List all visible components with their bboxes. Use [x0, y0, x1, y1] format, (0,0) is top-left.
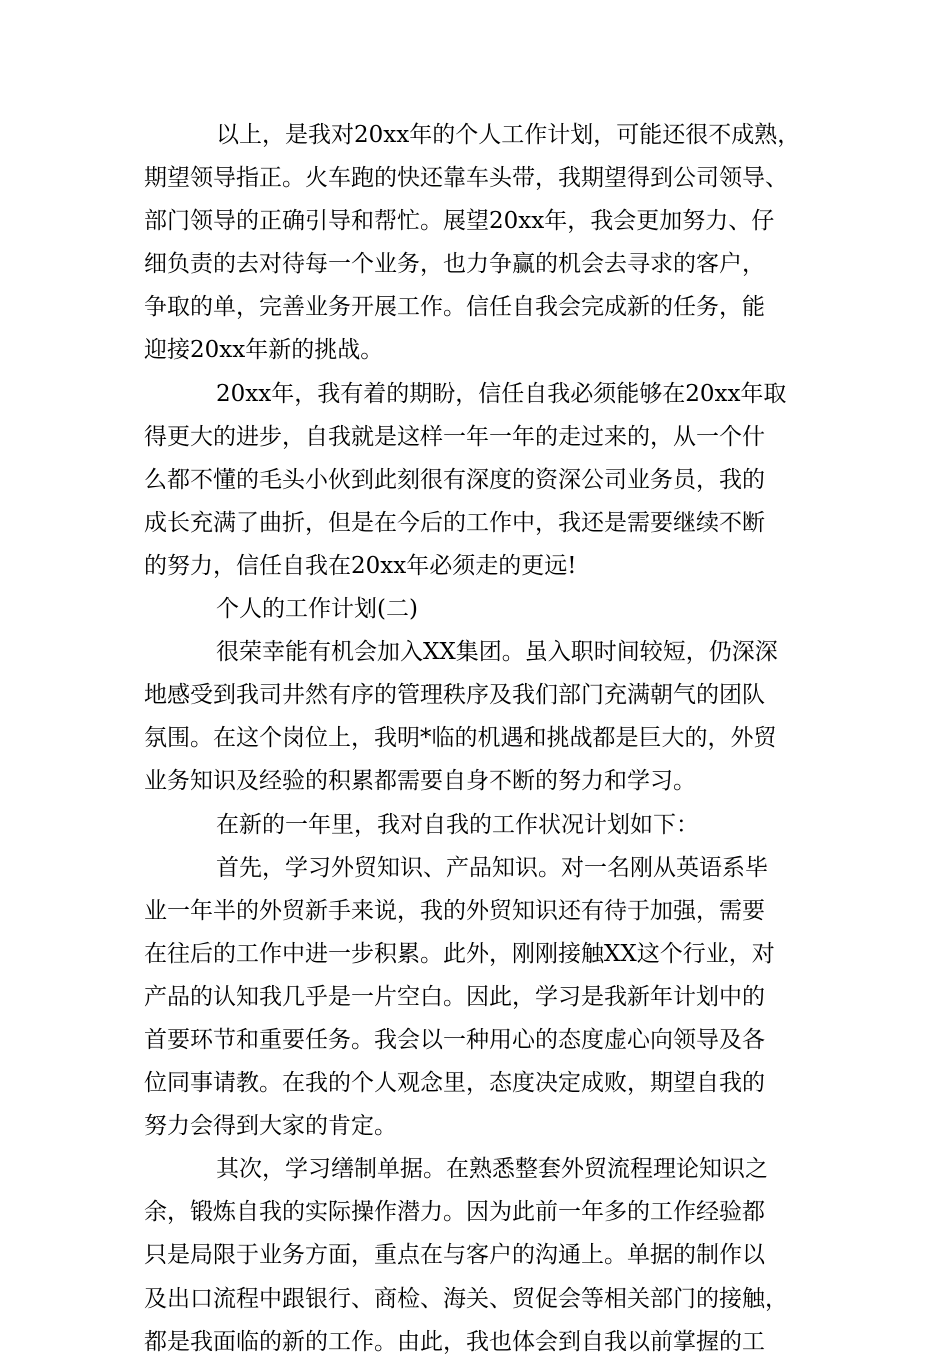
text-line: 产品的认知我几乎是一片空白。因此，学习是我新年计划中的 — [144, 983, 765, 1010]
text-line: 首先，学习外贸知识、产品知识。对一名刚从英语系毕 — [216, 854, 768, 881]
text-line: 在往后的工作中进一步积累。此外，刚刚接触XX这个行业，对 — [144, 940, 775, 967]
text-line: 只是局限于业务方面，重点在与客户的沟通上。单据的制作以 — [144, 1242, 765, 1269]
text-line: 氛围。在这个岗位上，我明*临的机遇和挑战都是巨大的，外贸 — [144, 725, 777, 752]
text-line: 以上，是我对20xx年的个人工作计划，可能还很不成熟， — [216, 122, 801, 148]
text-line: 其次，学习缮制单据。在熟悉整套外贸流程理论知识之 — [216, 1156, 768, 1183]
text-line: 地感受到我司井然有序的管理秩序及我们部门充满朝气的团队 — [144, 682, 765, 709]
text-line: 业一年半的外贸新手来说，我的外贸知识还有待于加强，需要 — [144, 897, 765, 924]
text-line: 及出口流程中跟银行、商检、海关、贸促会等相关部门的接触， — [144, 1285, 788, 1312]
text-line: 业务知识及经验的积累都需要自身不断的努力和学习。 — [144, 768, 696, 795]
text-line: 细负责的去对待每一个业务，也力争赢的机会去寻求的客户， — [144, 251, 765, 278]
text-line: 位同事请教。在我的个人观念里，态度决定成败，期望自我的 — [144, 1070, 765, 1097]
text-line: 很荣幸能有机会加入XX集团。虽入职时间较短，仍深深 — [216, 639, 778, 666]
text-line: 20xx年，我有着的期盼，信任自我必须能够在20xx年取 — [216, 380, 787, 407]
text-line: 余，锻炼自我的实际操作潜力。因为此前一年多的工作经验都 — [144, 1199, 765, 1226]
text-line: 都是我面临的新的工作。由此，我也体会到自我以前掌握的工 — [144, 1328, 765, 1355]
text-line: 迎接20xx年新的挑战。 — [144, 337, 384, 364]
text-line: 部门领导的正确引导和帮忙。展望20xx年，我会更加努力、仔 — [144, 208, 775, 235]
text-line: 得更大的进步，自我就是这样一年一年的走过来的，从一个什 — [144, 423, 765, 450]
section-heading: 个人的工作计划(二) — [216, 596, 418, 623]
text-line: 成长充满了曲折，但是在今后的工作中，我还是需要继续不断 — [144, 509, 765, 536]
text-line: 首要环节和重要任务。我会以一种用心的态度虚心向领导及各 — [144, 1026, 765, 1053]
text-line: 努力会得到大家的肯定。 — [144, 1113, 397, 1140]
document-body — [144, 114, 814, 1364]
text-line: 期望领导指正。火车跑的快还靠车头带，我期望得到公司领导、 — [144, 165, 788, 192]
text-line: 争取的单，完善业务开展工作。信任自我会完成新的任务，能 — [144, 294, 765, 321]
text-line: 在新的一年里，我对自我的工作状况计划如下： — [216, 811, 699, 838]
text-line: 的努力，信任自我在20xx年必须走的更远! — [144, 552, 577, 579]
text-line: 么都不懂的毛头小伙到此刻很有深度的资深公司业务员，我的 — [144, 466, 765, 493]
